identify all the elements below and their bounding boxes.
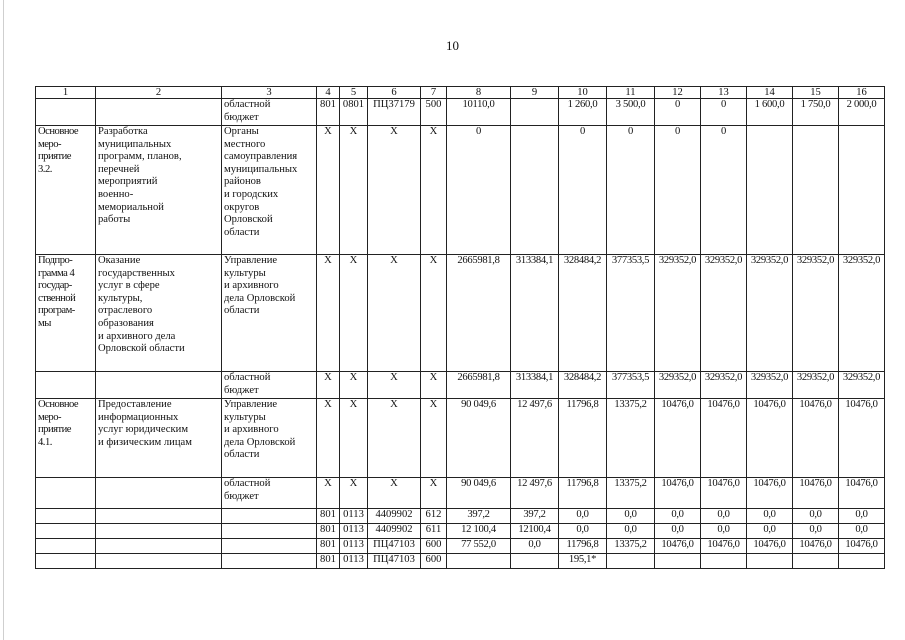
table-cell: 10476,0 [839,539,885,554]
table-cell [96,99,222,126]
table-cell: Х [317,372,340,399]
table-cell: 0,0 [559,509,607,524]
table-cell: Х [368,372,421,399]
table-cell: 313384,1 [511,255,559,372]
table-cell: 0,0 [607,509,655,524]
table-cell: 801 [317,99,340,126]
table-cell [839,554,885,569]
table-cell: 195,1* [559,554,607,569]
table-cell: 1 750,0 [793,99,839,126]
table-cell: областной бюджет [222,372,317,399]
table-cell: Предоставление информационных услуг юридическим и физическим лицам [96,399,222,478]
table-cell: 801 [317,524,340,539]
table-cell: 12 497,6 [511,399,559,478]
table-cell: 329352,0 [747,372,793,399]
table-cell: Х [421,126,447,255]
table-cell: 10476,0 [793,399,839,478]
table-cell: 377353,5 [607,372,655,399]
table-cell [747,554,793,569]
table-row [36,399,885,478]
table-cell: 0 [447,126,511,255]
table-cell: Х [368,399,421,478]
table-cell: Управление культуры и архивного дела Орловской области [222,399,317,478]
table-cell: 0 [655,99,701,126]
table-cell: 12100,4 [511,524,559,539]
table-cell: 0,0 [511,539,559,554]
table-cell [511,126,559,255]
table-cell: 2665981,8 [447,255,511,372]
table-cell [222,539,317,554]
table-cell: 329352,0 [839,255,885,372]
table-cell: 10110,0 [447,99,511,126]
table-cell: 0 [607,126,655,255]
table-cell: 4409902 [368,509,421,524]
table-cell: 0801 [340,99,368,126]
table-cell: 0 [559,126,607,255]
table-cell: Х [340,126,368,255]
table-cell: 0,0 [655,509,701,524]
table-row [36,554,885,569]
table-cell: 329352,0 [747,255,793,372]
table-cell: 0,0 [655,524,701,539]
table-cell: 10476,0 [839,399,885,478]
table-cell: 0,0 [701,524,747,539]
table-cell: 0,0 [607,524,655,539]
table-cell [222,524,317,539]
header-cell: 10 [559,87,607,99]
header-cell: 12 [655,87,701,99]
header-cell: 5 [340,87,368,99]
table-cell [839,126,885,255]
table-cell: 329352,0 [793,255,839,372]
table-cell: 13375,2 [607,478,655,509]
table-cell: 600 [421,539,447,554]
table-cell: 10476,0 [793,539,839,554]
table-cell [447,554,511,569]
table-cell [96,554,222,569]
table-cell: 397,2 [511,509,559,524]
table-cell: 600 [421,554,447,569]
table-row [36,524,885,539]
table-cell: ПЦ47103 [368,554,421,569]
table-row [36,372,885,399]
table-cell: 500 [421,99,447,126]
table-cell [96,539,222,554]
table-cell: Х [317,255,340,372]
table-cell: 0113 [340,524,368,539]
table-cell: Органы местного самоуправления муниципальных районов и городских округов Орловской области [222,126,317,255]
table-cell [511,99,559,126]
table-cell: 313384,1 [511,372,559,399]
table-cell: Х [368,478,421,509]
table-cell: 13375,2 [607,539,655,554]
header-cell: 16 [839,87,885,99]
header-cell: 11 [607,87,655,99]
table-cell: 0,0 [701,509,747,524]
table-cell: областной бюджет [222,478,317,509]
table-cell: 2665981,8 [447,372,511,399]
table-cell: 0,0 [747,524,793,539]
header-cell: 2 [96,87,222,99]
table-cell: Х [340,255,368,372]
table-cell [655,554,701,569]
table-cell: 611 [421,524,447,539]
table-cell: 10476,0 [793,478,839,509]
table-cell: 90 049,6 [447,478,511,509]
table-cell: 11796,8 [559,539,607,554]
table-cell: 1 260,0 [559,99,607,126]
table-row [36,99,885,126]
page-number: 10 [446,38,459,53]
table-cell: 10476,0 [655,539,701,554]
table-cell [96,478,222,509]
table-cell: 0 [701,99,747,126]
table-cell: 10476,0 [701,399,747,478]
table-cell: 10476,0 [839,478,885,509]
table-body [36,99,885,569]
table-cell: 4409902 [368,524,421,539]
table-cell: 13375,2 [607,399,655,478]
table-cell: 801 [317,539,340,554]
table-cell: 329352,0 [655,372,701,399]
table-cell: Х [421,372,447,399]
header-row [36,87,885,99]
table-cell: 329352,0 [655,255,701,372]
header-cell: 13 [701,87,747,99]
scan-edge-line [3,0,4,640]
table-cell [36,99,96,126]
table-cell: Х [317,399,340,478]
table-cell: 0,0 [839,509,885,524]
table-cell: 0113 [340,509,368,524]
table-cell: Х [421,478,447,509]
budget-table [35,86,885,569]
table-cell: 2 000,0 [839,99,885,126]
header-cell: 6 [368,87,421,99]
table-cell: 329352,0 [839,372,885,399]
table-cell [36,554,96,569]
table-cell: Основное меро- приятие 3.2. [36,126,96,255]
table-cell: 0,0 [793,524,839,539]
table-cell: 612 [421,509,447,524]
table-row [36,255,885,372]
table-row [36,509,885,524]
header-cell: 14 [747,87,793,99]
table-cell [793,554,839,569]
header-cell: 8 [447,87,511,99]
table-cell [511,554,559,569]
table-cell: 1 600,0 [747,99,793,126]
table-cell: 10476,0 [701,539,747,554]
table-cell: Х [317,478,340,509]
table-cell: 10476,0 [747,399,793,478]
table-cell: 397,2 [447,509,511,524]
table-cell: 11796,8 [559,399,607,478]
table-cell: Основное меро- приятие 4.1. [36,399,96,478]
table-cell: Х [340,478,368,509]
table-cell [36,478,96,509]
header-cell: 4 [317,87,340,99]
table-cell: 801 [317,554,340,569]
table-cell: Подпро- грамма 4 государ- ственной програм- мы [36,255,96,372]
table-cell: Разработка муниципальных программ, планов, перечней мероприятий военно- мемориальной работы [96,126,222,255]
table-cell: 0 [655,126,701,255]
table-cell: ПЦ47103 [368,539,421,554]
table-cell: Х [317,126,340,255]
table-cell: 801 [317,509,340,524]
table-cell: Х [340,399,368,478]
table-cell [36,372,96,399]
table-cell [222,554,317,569]
table-cell: 377353,5 [607,255,655,372]
table-cell: 329352,0 [793,372,839,399]
table-cell: 328484,2 [559,372,607,399]
table-cell: 10476,0 [747,478,793,509]
table-cell: 329352,0 [701,255,747,372]
header-cell: 15 [793,87,839,99]
table-cell: 0,0 [747,509,793,524]
table-cell: 90 049,6 [447,399,511,478]
table-cell: областной бюджет [222,99,317,126]
table-cell: 0,0 [559,524,607,539]
table-cell: 0,0 [793,509,839,524]
table-cell: 12 497,6 [511,478,559,509]
table-cell [96,524,222,539]
table-cell: ПЦ37179 [368,99,421,126]
table-row [36,126,885,255]
table-cell: 77 552,0 [447,539,511,554]
table-cell: Х [368,255,421,372]
table-cell: Х [340,372,368,399]
table-row [36,539,885,554]
table-cell: 328484,2 [559,255,607,372]
header-cell: 1 [36,87,96,99]
table-cell: 10476,0 [655,478,701,509]
table-cell: 0113 [340,554,368,569]
table-cell: Оказание государственных услуг в сфере культуры, отраслевого образования и архивного дела Орловской области [96,255,222,372]
table-cell: 3 500,0 [607,99,655,126]
header-cell: 9 [511,87,559,99]
table-cell [701,554,747,569]
table-cell [36,524,96,539]
table-cell: 0,0 [839,524,885,539]
table-cell: 10476,0 [701,478,747,509]
table-cell: Х [421,399,447,478]
table-row [36,478,885,509]
table-cell [747,126,793,255]
table-cell: 10476,0 [655,399,701,478]
header-cell: 3 [222,87,317,99]
table-cell: Управление культуры и архивного дела Орловской области [222,255,317,372]
table-cell [793,126,839,255]
table-cell: Х [368,126,421,255]
table-cell: Х [421,255,447,372]
header-cell: 7 [421,87,447,99]
table-cell [96,372,222,399]
table-cell [36,539,96,554]
table-cell [36,509,96,524]
table-cell: 11796,8 [559,478,607,509]
table-cell [607,554,655,569]
table-cell: 12 100,4 [447,524,511,539]
table-cell [96,509,222,524]
table-cell [222,509,317,524]
table-cell: 0 [701,126,747,255]
table-cell: 10476,0 [747,539,793,554]
table-cell: 0113 [340,539,368,554]
table-cell: 329352,0 [701,372,747,399]
